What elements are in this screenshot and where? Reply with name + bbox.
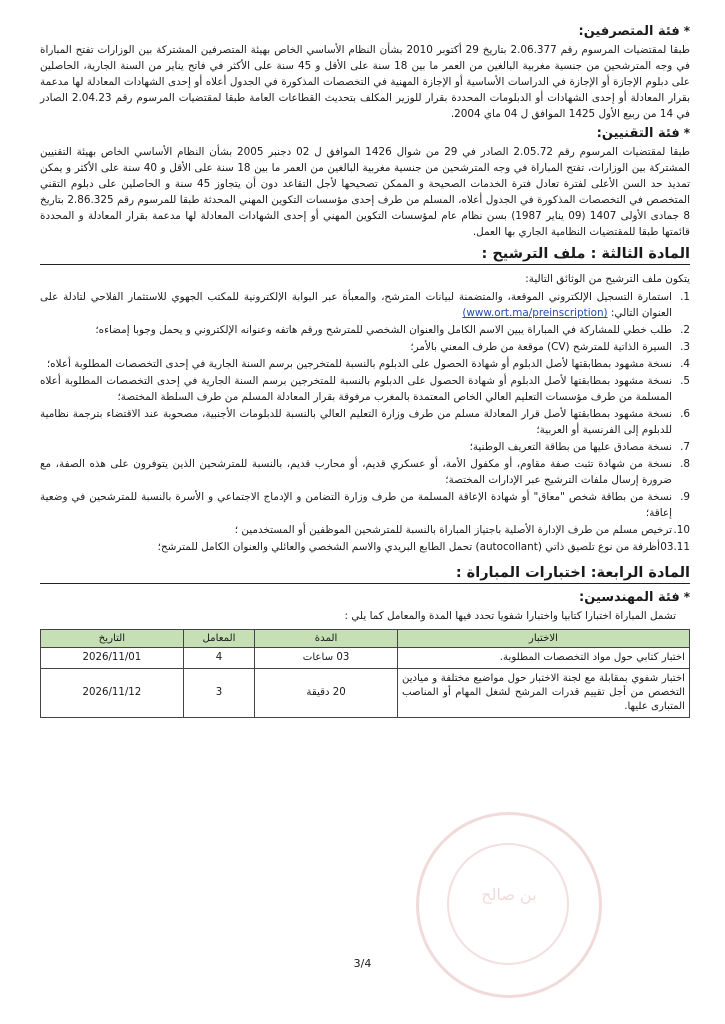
cell-coef: 4 <box>183 648 254 669</box>
list-item: 8. نسخة من شهادة تثبت صفة مقاوم، أو مكفول الأمة، أو عسكري قديم، أو محارب قديم، بالنسبة للمترشحين الذين يتوفرون على هذه الصفة، مع ضرورة إرسال ملفات الترشيح عبر الإدارات المختصة؛ <box>40 458 690 486</box>
list-item: 4. نسخة مشهود بمطابقتها لأصل الدبلوم أو شهادة الحصول على الدبلوم بالنسبة للمتخرجين برسم السنة الجارية في إحدى التخصصات المطلوبة أعلاه؛ <box>46 358 690 370</box>
cell-test: اختبار شفوي بمقابلة مع لجنة الاختبار حول مواضيع مختلفة و ميادين التخصص من أجل تقييم قدرات المرشح لشغل المهام أو المناصب المتبارى عليها. <box>397 669 689 718</box>
list-item: 10. ترخيص مسلم من طرف الإدارة الأصلية باجتياز المباراة بالنسبة للمترشحين الموظفين أو المستخدمين ؛ <box>234 524 690 536</box>
list-item: 7. نسخة مصادق عليها من بطاقة التعريف الوطنية؛ <box>469 441 690 453</box>
article4-intro: تشمل المباراة اختبارا كتابيا واختبارا شفويا تحدد فيها المدة والمعامل كما يلي : <box>344 610 676 622</box>
cell-duration: 20 دقيقة <box>255 669 398 718</box>
bullet-star-icon: * <box>683 24 690 38</box>
preinscription-link[interactable]: (www.ort.ma/preinscription) <box>462 307 608 319</box>
tech-section-paragraph: طبقا لمقتضيات المرسوم رقم 2.05.72 الصادر في 29 من شوال 1426 الموافق ل 02 دجنبر 2005 بشأن النظام الأساسي الخاص بهيئة التقنيين المشتركة بين الوزارات، تفتح المباراة في وجه المترشحين من جنسية مغربية البالغين من العمر ما بين 18 سنة على الأقل و 40 سنة على الأكثر و يمكن تمديد حد السن الأعلى لفترة تعادل فترة الخدمات الصحيحة و الممكن تصحيحها لأجل التقاعد دون أن يتجاوز 45 سنة و الحاصلين على دبلوم التقني المتخصص في التخصصات المذكورة في الجدول أعلاه، المسلم من طرف إحدى مؤسسات التكوين المهني المحدثة طبقا للمرسوم رقم 2.86.325 بتاريخ 8 جمادى الأولى 1407 (09 يناير 1987) بسن نظام عام لمؤسسات التكوين المهني أو إحدى الشهادات المعادلة لها مدعمة بقرار المعادلة و المحددة قائمتها طبقا للمقتضيات النظامية الجاري بها العمل. <box>40 146 691 238</box>
list-item: 03.11 أظرفة من نوع تلصيق ذاتي (autocollant) تحمل الطابع البريدي والاسم الشخصي والعائلي والعنوان الكامل للمترشح؛ <box>157 541 690 553</box>
article3-intro: يتكون ملف الترشيح من الوثائق التالية: <box>525 273 690 285</box>
table-header-row <box>41 630 690 648</box>
list-item: 1. استمارة التسجيل الإلكتروني الموقعة، والمتضمنة لبيانات المترشح، والمعبأة عبر البوابة الإلكترونية للمكتب الجهوي للاستثمار الفلاحي لتادلة على العنوان التالي: (www.ort.ma/preinscription) <box>40 291 690 319</box>
stamp-text: بن صالح <box>481 885 537 904</box>
list-item: 6. نسخة مشهود بمطابقتها لأصل قرار المعادلة مسلم من طرف وزارة التعليم العالي بالنسبة للدبلومات الأجنبية، مصحوبة عند الاقتضاء بترجمة نظامية للدبلوم إلى الفرنسية أو العربية؛ <box>40 408 690 436</box>
official-stamp <box>416 812 602 998</box>
cell-test: اختبار كتابي حول مواد التخصصات المطلوبة. <box>397 648 689 669</box>
article4-heading: المادة الرابعة: اختبارات المباراة : <box>40 565 690 584</box>
header-test: الاختبار <box>397 630 689 648</box>
document-page <box>40 22 690 718</box>
engineers-section-title: *فئة المهندسين: <box>579 590 690 605</box>
documents-list <box>40 289 690 555</box>
exams-table <box>40 629 690 718</box>
article3-heading: المادة الثالثة : ملف الترشيح : <box>40 246 690 265</box>
cell-duration: 03 ساعات <box>255 648 398 669</box>
tech-section-title: *فئة التقنيين: <box>596 126 690 141</box>
list-item: 5. نسخة مشهود بمطابقتها لأصل الدبلوم أو شهادة الحصول على الدبلوم بالنسبة للمتخرجين برسم السنة الجارية في إحدى التخصصات المطلوبة أعلاه المسلمة من طرف مؤسسات التعليم العالي الخاص المعتمدة بالمغرب مرفوقة بقرار المعادلة المسلم من طرف السلطة المختصة؛ <box>40 375 690 403</box>
cell-date: 2026/11/12 <box>41 669 184 718</box>
cell-date: 2026/11/01 <box>41 648 184 669</box>
list-item: 3. السيرة الذاتية للمترشح (CV) موقعة من طرف المعني بالأمر؛ <box>410 341 690 353</box>
admin-section-paragraph: طبقا لمقتضيات المرسوم رقم 2.06.377 بتاريخ 29 أكتوبر 2010 بشأن النظام الأساسي الخاص بهيئة المتصرفين المشتركة بين الوزارات تفتح المباراة في وجه المترشحين من جنسية مغربية البالغين من العمر ما بين 18 سنة على الأقل و 45 سنة على الأكثر في فاتح يناير من السنة الجارية، الحاصلين على دبلوم الإجازة أو الإجازة في الدراسات الأساسية أو الإجازة المهنية في التخصصات المذكورة في الجدول أعلاه أو إحدى الشهادات المعادلة لها مدعمة بقرار المعادلة أو إحدى الشهادات أو الدبلومات المحددة بقرار للوزير المكلف بتحديث القطاعات العامة طبقا لمقتضيات المرسوم رقم 2.04.23 الصادر في 14 من ربيع الأول 1425 الموافق ل 04 ماي 2004. <box>40 44 690 120</box>
admin-section-title: *فئة المتصرفين: <box>578 24 690 39</box>
page-number: 3/4 <box>353 957 372 970</box>
table-row <box>41 648 690 669</box>
list-item: 2. طلب خطي للمشاركة في المباراة يبين الاسم الكامل والعنوان الشخصي للمترشح ورقم هاتفه وعنوانه الإلكتروني و يحمل وجوبا إمضاءه؛ <box>95 324 690 336</box>
bullet-star-icon: * <box>683 590 690 604</box>
cell-coef: 3 <box>183 669 254 718</box>
header-date: التاريخ <box>41 630 184 648</box>
list-item: 9. نسخة من بطاقة شخص "معاق" أو شهادة الإعاقة المسلمة من طرف وزارة التضامن و الإدماج الاجتماعي و الأسرة بالنسبة للمترشحين في وضعية إعاقة؛ <box>40 491 690 519</box>
bullet-star-icon: * <box>683 126 690 140</box>
table-row <box>41 669 690 718</box>
header-coef: المعامل <box>183 630 254 648</box>
stamp-inner-ring <box>447 843 569 965</box>
header-duration: المدة <box>255 630 398 648</box>
